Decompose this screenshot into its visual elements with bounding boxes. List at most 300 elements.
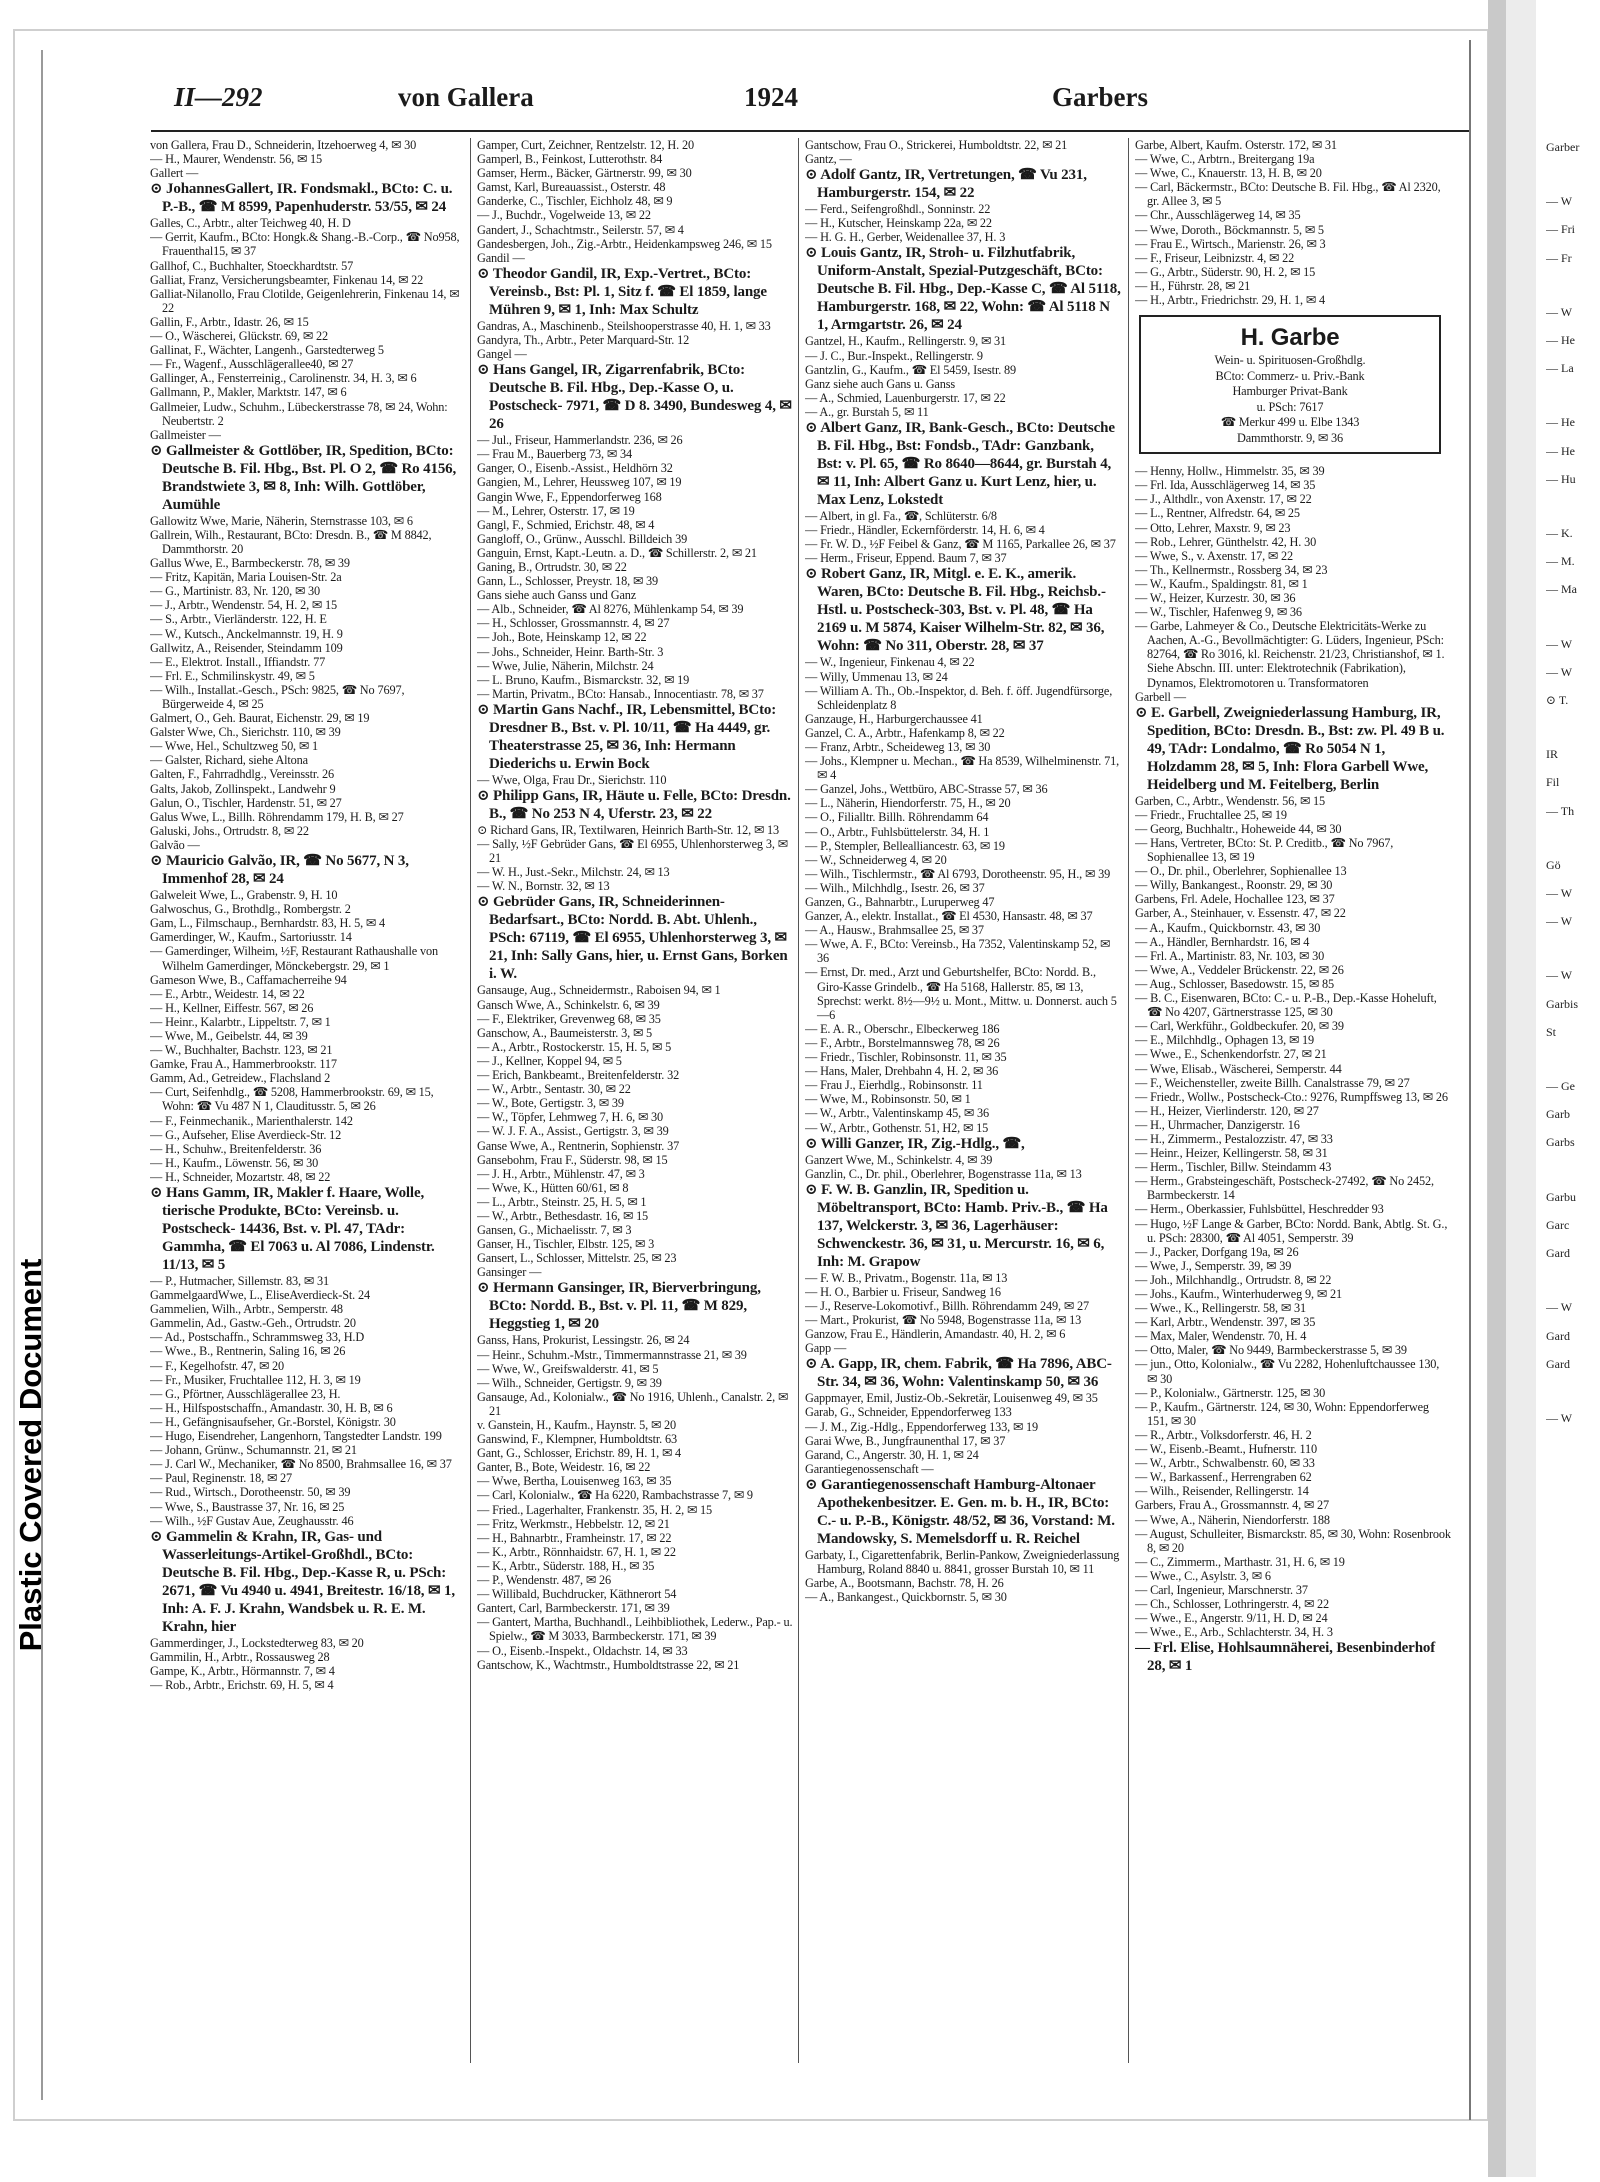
edge-fragment: St xyxy=(1546,1024,1557,1039)
directory-entry: — H., Arbtr., Friedrichstr. 29, H. 1, ✉ 4 xyxy=(1135,293,1325,308)
directory-entry: Gansch Wwe, A., Schinkelstr. 6, ✉ 39 xyxy=(477,997,660,1012)
directory-entry: — Frl. A., Martinistr. 83, Nr. 103, ✉ 30 xyxy=(1135,948,1325,963)
directory-entry: — W., Buchhalter, Bachstr. 123, ✉ 21 xyxy=(150,1043,333,1058)
directory-entry: — J. Carl W., Mechaniker, ☎ No 8500, Brahmsallee 16, ✉ 37 xyxy=(150,1457,452,1472)
advertisement-box xyxy=(1139,315,1441,454)
edge-fragment: — Th xyxy=(1546,803,1575,818)
directory-entry: Gansert, L., Schlosser, Mittelstr. 25, ✉ 23 xyxy=(477,1251,677,1266)
directory-entry: Gamper, Curt, Zeichner, Rentzelstr. 12, H. 20 xyxy=(477,138,694,152)
directory-entry: — F., Arbtr., Borstelmannsweg 78, ✉ 26 xyxy=(805,1035,1000,1050)
directory-entry: — H., Führstr. 28, ✉ 21 xyxy=(1135,278,1251,293)
directory-entry: Ganse Wwe, A., Rentnerin, Sophienstr. 37 xyxy=(477,1138,680,1153)
directory-entry: — Wwe, A. F., BCto: Vereinsb., Ha 7352, Valentinskamp 52, ✉ 36 xyxy=(805,937,1111,966)
directory-entry: — F., Kegelhofstr. 47, ✉ 20 xyxy=(150,1358,285,1373)
directory-entry: — Otto, Maler, ☎ No 9449, Barmbeckerstrasse 5, ✉ 39 xyxy=(1135,1343,1407,1358)
directory-entry: Galus Wwe, L., Billh. Röhrendamm 179, H. B, ✉ 27 xyxy=(150,809,404,824)
directory-entry: Gallmann, P., Makler, Marktstr. 147, ✉ 6 xyxy=(150,385,347,400)
directory-entry: — E., Arbtr., Weidestr. 14, ✉ 22 xyxy=(150,986,305,1001)
directory-entry: — J., Reserve-Lokomotivf., Billh. Röhrendamm 249, ✉ 27 xyxy=(805,1298,1089,1313)
directory-entry: Ganzert Wwe, M., Schinkelstr. 4, ✉ 39 xyxy=(805,1152,993,1167)
directory-entry: Gantzlin, G., Kaufm., ☎ El 5459, Isestr. 89 xyxy=(805,362,1017,377)
directory-entry: — B. C., Eisenwaren, BCto: C.- u. P.-B., Dep.-Kasse Hoheluft, ☎ No 4207, Gärtnerstrasse 125, ✉ 30 xyxy=(1135,991,1437,1020)
directory-entry: — Galster, Richard, siehe Altona xyxy=(150,753,308,768)
directory-entry: Garben, C., Arbtr., Wendenstr. 56, ✉ 15 xyxy=(1135,793,1326,808)
directory-entry: — W. J. F. A., Assist., Gertigstr. 3, ✉ 39 xyxy=(477,1124,669,1139)
directory-entry: — J., Kellner, Koppel 94, ✉ 5 xyxy=(477,1053,622,1068)
directory-entry: Gammerdinger, J., Lockstedterweg 83, ✉ 20 xyxy=(150,1635,364,1650)
directory-entry: — Mart., Prokurist, ☎ No 5948, Bogenstrasse 11a, ✉ 13 xyxy=(805,1313,1082,1328)
directory-entry: — A., Kaufm., Quickbornstr. 43, ✉ 30 xyxy=(1135,920,1321,935)
edge-fragment: Gard xyxy=(1546,1328,1570,1343)
directory-entry: Gamke, Frau A., Hammerbrookstr. 117 xyxy=(150,1057,337,1072)
edge-fragment: Gard xyxy=(1546,1246,1570,1261)
edge-fragment: Garc xyxy=(1546,1217,1570,1232)
directory-entry: — Fritz, Werkmstr., Hebbelstr. 12, ✉ 21 xyxy=(477,1516,670,1531)
directory-entry: — A., Bankangest., Quickbornstr. 5, ✉ 30 xyxy=(805,1590,1007,1605)
directory-entry: — Ferd., Seifengroßhdl., Sonninstr. 22 xyxy=(805,202,991,217)
directory-entry-highlighted: ⊙ Adolf Gantz, IR, Vertretungen, ☎ Vu 231, Hamburgerstr. 154, ✉ 22 xyxy=(805,167,1087,202)
directory-entry: — J. H., Arbtr., Mühlenstr. 47, ✉ 3 xyxy=(477,1166,645,1181)
directory-entry: Gallin, F., Arbtr., Idastr. 26, ✉ 15 xyxy=(150,314,309,329)
column-4 xyxy=(1135,138,1451,2063)
directory-entry: — H., Schuhw., Breitenfelderstr. 36 xyxy=(150,1141,322,1156)
next-page-edge xyxy=(1546,140,1600,1890)
directory-entry: Gandyra, Th., Arbtr., Peter Marquard-Str. 12 xyxy=(477,332,690,347)
directory-entry-highlighted: ⊙ Theodor Gandil, IR, Exp.-Vertret., BCto: Vereinsb., Bst: Pl. 1, Sitz f. ☎ El 1859, lange Mühren 9, ✉ 1, Inh: Max Schultz xyxy=(477,265,767,318)
directory-entry: — Herm., Friseur, Eppend. Baum 7, ✉ 37 xyxy=(805,551,1007,566)
directory-entry: — O., Filialltr. Billh. Röhrendamm 64 xyxy=(805,810,989,825)
directory-entry: — Wilh., Schneider, Gertigstr. 9, ✉ 39 xyxy=(477,1375,662,1390)
directory-entry: — Wilh., Milchhdlg., Isestr. 26, ✉ 37 xyxy=(805,880,985,895)
directory-entry: Gallhof, C., Buchhalter, Stoeckhardtstr. 57 xyxy=(150,258,354,273)
directory-entry: — F. W. B., Privatm., Bogenstr. 11a, ✉ 13 xyxy=(805,1270,1008,1285)
directory-entry: Gallrein, Wilh., Restaurant, BCto: Dresdn. B., ☎ M 8842, Dammthorstr. 20 xyxy=(150,527,432,556)
edge-fragment: — La xyxy=(1546,361,1574,376)
edge-fragment: Gard xyxy=(1546,1356,1570,1371)
directory-entry-highlighted: ⊙ Gallmeister & Gottlöber, IR, Spedition, BCto: Deutsche B. Fil. Hbg., Bst. Pl. O 2, ☎ Ro 4156, Brandstwiete 3, ✉ 8, Inh: Wilh. Gottlöber, Aumühle xyxy=(150,442,457,513)
right-keyword: Garbers xyxy=(1052,82,1148,112)
directory-entry: — Friedr., Wollw., Postscheck-Cto.: 9276, Rumpffsweg 13, ✉ 26 xyxy=(1135,1089,1448,1104)
edge-fragment: — He xyxy=(1546,443,1575,458)
directory-entry: Ganswind, F., Klempner, Humboldtstr. 63 xyxy=(477,1432,678,1447)
advertisement-line: Dammthorstr. 9, ✉ 36 xyxy=(1236,430,1343,445)
directory-entry: — Curt, Seifenhdlg., ☎ 5208, Hammerbrookstr. 69, ✉ 15, Wohn: ☎ Vu 487 N 1, Clauditusstr. 5, ✉ 26 xyxy=(150,1085,434,1114)
directory-entry: — Frl. Ida, Ausschlägerweg 14, ✉ 35 xyxy=(1135,478,1316,493)
directory-entry: — Joh., Milchhandlg., Ortrudstr. 8, ✉ 22 xyxy=(1135,1272,1332,1287)
directory-entry: — Ad., Postschaffn., Schrammsweg 33, H.D xyxy=(150,1330,365,1345)
edge-fragment: — Ma xyxy=(1546,582,1577,597)
directory-entry: Ganz siehe auch Gans u. Ganss xyxy=(805,376,955,391)
directory-entry: — Garbe, Lahmeyer & Co., Deutsche Elektricitäts-Werke zu Aachen, A.-G., Bevollmächtigter: G. Lüders, Ingenieur, PSch: 82764, ☎ Ro 3016, kl. Reichenstr. 21/23, Christianshof, ✉ 1. Siehe Abschn. III. unter: Elektrotechnik (Fabrikation), Dynamos, Elektromotoren u. Transformatoren xyxy=(1135,619,1445,690)
column-1 xyxy=(150,138,466,2063)
directory-entry: Gapp — xyxy=(805,1341,847,1356)
directory-entry-highlighted: ⊙ Albert Ganz, IR, Bank-Gesch., BCto: Deutsche B. Fil. Hbg., Bst: Fondsb., TAdr: Ganzbank, Bst: v. Pl. 65, ☎ Ro 8640—8644, gr. Burstah 4, ✉ 11, Inh: Albert Ganz u. Kurt Lenz, hier, u. Max Lenz, Lokstedt xyxy=(805,420,1115,509)
directory-entry: — Georg, Buchhaltr., Hoheweide 44, ✉ 30 xyxy=(1135,821,1342,836)
directory-entry: — S., Arbtr., Vierländerstr. 122, H. E xyxy=(150,612,327,627)
edge-fragment: — Ge xyxy=(1546,1079,1575,1094)
advertisement-line: Hamburger Privat-Bank xyxy=(1232,384,1348,399)
directory-entry: — A., Arbtr., Rostockerstr. 15, H. 5, ✉ 5 xyxy=(477,1039,672,1054)
directory-entry: — Wwe, C., Knauerstr. 13, H. B, ✉ 20 xyxy=(1135,166,1322,181)
directory-entry: — Friedr., Händler, Eckernförderstr. 14, H. 6, ✉ 4 xyxy=(805,523,1045,538)
edge-fragment: Garbu xyxy=(1546,1189,1576,1204)
directory-entry: Gampe, K., Arbtr., Hörmannstr. 7, ✉ 4 xyxy=(150,1663,335,1678)
edge-fragment: — Fr xyxy=(1546,250,1572,265)
directory-entry: — W., Arbtr., Gothenstr. 51, H2, ✉ 15 xyxy=(805,1120,989,1135)
edge-fragment: — Hu xyxy=(1546,471,1576,486)
edge-fragment: — W xyxy=(1546,968,1573,983)
advertisement-line: u. PSch: 7617 xyxy=(1256,399,1324,414)
edge-fragment: Garbs xyxy=(1546,1135,1575,1150)
directory-entry: — Alb., Schneider, ☎ Al 8276, Mühlenkamp 54, ✉ 39 xyxy=(477,602,744,617)
edge-fragment: Garb xyxy=(1546,1107,1570,1122)
directory-entry: — Hugo, Eisendreher, Langenhorn, Tangstedter Landstr. 199 xyxy=(150,1429,442,1444)
directory-entry: — Karl, Arbtr., Wendenstr. 397, ✉ 35 xyxy=(1135,1315,1316,1330)
directory-entry: — Wilh., ½F Gustav Aue, Zeughausstr. 46 xyxy=(150,1513,354,1528)
directory-entry: — H., Hilfspostschaffn., Amandastr. 30, H. B, ✉ 6 xyxy=(150,1400,393,1415)
column-divider xyxy=(798,138,799,2063)
directory-entry: — Fritz, Kapitän, Maria Louisen-Str. 2a xyxy=(150,570,342,585)
directory-entry: Gallwitz, A., Reisender, Steindamm 109 xyxy=(150,640,343,655)
directory-entry: — Fr., Wagenf., Ausschlägerallee40, ✉ 27 xyxy=(150,357,354,372)
edge-fragment: — W xyxy=(1546,886,1573,901)
directory-entry: — P., Hutmacher, Sillemstr. 83, ✉ 31 xyxy=(150,1274,329,1288)
directory-entry: Ganger, O., Eisenb.-Assist., Heldhörn 32 xyxy=(477,461,673,476)
directory-entry: — P., Stempler, Bellealliancestr. 63, ✉ 19 xyxy=(805,838,1005,853)
directory-entry: — Carl, Werkführ., Goldbeckufer. 20, ✉ 39 xyxy=(1135,1019,1344,1034)
directory-entry: Galun, O., Tischler, Hardenstr. 51, ✉ 27 xyxy=(150,795,342,810)
directory-entry: Ganzer, A., elektr. Installat., ☎ El 4530, Hansastr. 48, ✉ 37 xyxy=(805,909,1093,924)
directory-entry: Garantiegenossenschaft — xyxy=(805,1461,934,1476)
directory-entry-highlighted: ⊙ Gammelin & Krahn, IR, Gas- und Wasserleitungs-Artikel-Großhdl., BCto: Deutsche B. Fil. Hbg., Dep.-Kasse R, u. PSch: 2671, ☎ Vu 4940 u. 4941, Breitestr. 16/18, ✉ 1, Inh: A. F. J. Krahn, Wandsbek u. R. E. M. Krahn, hier xyxy=(150,1528,455,1635)
edge-fragment: Garber xyxy=(1546,140,1580,154)
directory-entry: Galvão — xyxy=(150,837,200,852)
directory-entry: — C., Zimmerm., Marthastr. 31, H. 6, ✉ 19 xyxy=(1135,1554,1345,1569)
directory-entry-highlighted: ⊙ A. Gapp, IR, chem. Fabrik, ☎ Ha 7896, ABC-Str. 34, ✉ 36, Wohn: Valentinskamp 50, ✉ 36 xyxy=(805,1356,1112,1391)
directory-entry: — W. H., Just.-Sekr., Milchstr. 24, ✉ 13 xyxy=(477,865,670,880)
directory-entry: — W., Bote, Gertigstr. 3, ✉ 39 xyxy=(477,1096,624,1111)
directory-entry: — L., Rentner, Alfredstr. 64, ✉ 25 xyxy=(1135,506,1300,521)
edge-fragment: Gö xyxy=(1546,857,1561,872)
directory-entry: Gallowitz Wwe, Marie, Näherin, Sternstrasse 103, ✉ 6 xyxy=(150,513,413,528)
directory-entry: — Heinr., Heizer, Kellingerstr. 58, ✉ 31 xyxy=(1135,1146,1328,1161)
column-2 xyxy=(477,138,793,2063)
directory-entry: — O., Arbtr., Fuhlsbüttelerstr. 34, H. 1 xyxy=(805,824,990,839)
directory-entry: Galster Wwe, Ch., Sierichstr. 110, ✉ 39 xyxy=(150,725,341,740)
directory-entry: — J., Packer, Dorfgang 19a, ✉ 26 xyxy=(1135,1244,1299,1259)
directory-entry: Gans siehe auch Ganss und Ganz xyxy=(477,588,637,603)
directory-entry: Galuski, Johs., Ortrudstr. 8, ✉ 22 xyxy=(150,823,309,838)
directory-entry-highlighted: — Frl. Elise, Hohlsaumnäherei, Besenbinderhof 28, ✉ 1 xyxy=(1135,1640,1436,1675)
edge-fragment: — M. xyxy=(1546,554,1575,569)
directory-entry: — G., Aufseher, Elise Averdieck-Str. 12 xyxy=(150,1127,342,1142)
directory-entry: Gandesbergen, Joh., Zig.-Arbtr., Heidenkampsweg 246, ✉ 15 xyxy=(477,236,772,251)
directory-entry: — Ernst, Dr. med., Arzt und Geburtshelfer, BCto: Nordd. B., Giro-Kasse Grindelb., ☎ Ha 5168, Hallerstr. 85, ✉ 13, Sprechst: werkt. 8½—9½ u. Mont., Mittw. u. Donnerst. auch 5—6 xyxy=(805,965,1117,1022)
directory-entry: — H., Zimmerm., Pestalozzistr. 47, ✉ 33 xyxy=(1135,1131,1333,1146)
directory-entry: — Wwe, C., Arbtrn., Breitergang 19a xyxy=(1135,152,1315,167)
directory-entry: — Wwe., K., Rellingerstr. 58, ✉ 31 xyxy=(1135,1301,1306,1316)
directory-entry: — Aug., Schlosser, Basedowstr. 15, ✉ 85 xyxy=(1135,976,1334,991)
directory-entry: Gammelin, Ad., Gastw.-Geh., Ortrudstr. 20 xyxy=(150,1316,356,1331)
edge-fragment: Fil xyxy=(1546,775,1560,790)
directory-entry: — L., Arbtr., Steinstr. 25, H. 5, ✉ 1 xyxy=(477,1194,647,1209)
directory-entry: Ganter, B., Bote, Weidestr. 16, ✉ 22 xyxy=(477,1460,651,1475)
directory-entry: Gangloff, O., Grünw., Ausschl. Billdeich 39 xyxy=(477,531,688,546)
directory-entry: Gangien, M., Lehrer, Heussweg 107, ✉ 19 xyxy=(477,475,682,490)
directory-entry: Garbell — xyxy=(1135,689,1186,704)
directory-entry: — H., Bahnarbtr., Framheinstr. 17, ✉ 22 xyxy=(477,1530,672,1545)
directory-entry: — Wwe, Bertha, Louisenweg 163, ✉ 35 xyxy=(477,1474,672,1489)
directory-entry: — Herm., Grabsteingeschäft, Postscheck-27492, ☎ No 2452, Barmbeckerstr. 14 xyxy=(1135,1174,1434,1203)
directory-entry: — H., Kaufm., Löwenstr. 56, ✉ 30 xyxy=(150,1155,319,1170)
directory-entry: — Willy, Ummenau 13, ✉ 24 xyxy=(805,669,948,684)
directory-entry: Ganzel, C. A., Arbtr., Hafenkamp 8, ✉ 22 xyxy=(805,725,1005,740)
advertisement-line: Wein- u. Spirituosen-Großhdlg. xyxy=(1214,353,1366,368)
directory-entry: — Jul., Friseur, Hammerlandstr. 236, ✉ 26 xyxy=(477,433,683,448)
directory-entry: Gallmeister — xyxy=(150,427,221,442)
page-gutter xyxy=(1506,0,1536,2177)
directory-entry: — Ch., Schlosser, Lothringerstr. 4, ✉ 22 xyxy=(1135,1597,1330,1612)
directory-entry: — F., Weichensteller, zweite Billh. Canalstrasse 79, ✉ 27 xyxy=(1135,1075,1410,1090)
side-label xyxy=(4,1145,58,1765)
page-binding-shadow xyxy=(1488,0,1506,2177)
directory-entry: — Heinr., Schuhm.-Mstr., Timmermannstrasse 21, ✉ 39 xyxy=(477,1347,747,1362)
directory-entry: Gammelien, Wilh., Arbtr., Semperstr. 48 xyxy=(150,1302,343,1317)
edge-fragment: — K. xyxy=(1546,526,1573,541)
directory-entry: — Wilh., Reisender, Rellingerstr. 14 xyxy=(1135,1484,1309,1499)
directory-entry: — O., Dr. phil., Oberlehrer, Sophienallee 13 xyxy=(1135,864,1347,879)
directory-entry: — Wwe, K., Hütten 60/61, ✉ 8 xyxy=(477,1180,629,1195)
directory-entry: — Herm., Oberkassier, Fuhlsbüttel, Heschredder 93 xyxy=(1135,1202,1384,1217)
directory-entry: — Herm., Tischler, Billw. Steindamm 43 xyxy=(1135,1160,1332,1175)
directory-entry: — G., Pförtner, Ausschlägerallee 23, H. xyxy=(150,1386,341,1401)
directory-entry-highlighted: ⊙ Garantiegenossenschaft Hamburg-Altonaer Apothekenbesitzer. E. Gen. m. b. H., IR, BCto: C.- u. P.-B., Königstr. 48/52, ✉ 36, Vorstand: M. Mandowsky, S. Memelsdorff u. R. Reichel xyxy=(805,1476,1115,1547)
directory-entry: — L., Näherin, Hiendorferstr. 75, H., ✉ 20 xyxy=(805,796,1011,811)
directory-entry: — Albert, in gl. Fa., ☎, Schlüterstr. 6/8 xyxy=(805,509,997,524)
directory-entry: — Willibald, Buchdrucker, Käthnerort 54 xyxy=(477,1587,677,1602)
directory-entry: — H., Kutscher, Heinskamp 22a, ✉ 22 xyxy=(805,216,992,231)
directory-entry: — Fried., Lagerhalter, Frankenstr. 35, H. 2, ✉ 15 xyxy=(477,1502,713,1517)
edge-fragment: — W xyxy=(1546,1300,1573,1315)
directory-entry: von Gallera, Frau D., Schneiderin, Itzehoerweg 4, ✉ 30 xyxy=(150,138,417,152)
directory-entry: Gallinat, F., Wächter, Langenh., Garstedterweg 5 xyxy=(150,343,384,358)
directory-entry: Ganser, H., Tischler, Elbstr. 125, ✉ 3 xyxy=(477,1237,655,1252)
directory-entry: — Heinr., Kalarbtr., Lippeltstr. 7, ✉ 1 xyxy=(150,1014,331,1029)
directory-entry-highlighted: ⊙ Hans Gamm, IR, Makler f. Haare, Wolle, tierische Produkte, BCto: Vereinsb. u. Postscheck- 14436, Bst. v. Pl. 47, TAdr: Gammha, ☎ El 7063 u. Al 7086, Lindenstr. 11/13, ✉ 5 xyxy=(150,1185,435,1273)
directory-entry: — G., Arbtr., Süderstr. 90, H. 2, ✉ 15 xyxy=(1135,264,1316,279)
directory-entry: — W., Schneiderweg 4, ✉ 20 xyxy=(805,852,947,867)
directory-entry: — H. G. H., Gerber, Weidenallee 37, H. 3 xyxy=(805,230,1006,245)
column-divider xyxy=(1128,138,1129,2063)
edge-fragment: — W xyxy=(1546,636,1573,651)
directory-entry: Galles, C., Arbtr., alter Teichweg 40, H. D xyxy=(150,216,351,231)
edge-fragment: — He xyxy=(1546,333,1575,348)
directory-entry: — Wwe, Elisab., Wäscherei, Semperstr. 44 xyxy=(1135,1061,1342,1076)
advertisement-line: ☎ Merkur 499 u. Elbe 1343 xyxy=(1220,415,1360,430)
directory-entry: Gangel — xyxy=(477,347,527,362)
advertisement-title: H. Garbe xyxy=(1240,324,1340,352)
directory-entry: Gappmayer, Emil, Justiz-Ob.-Sekretär, Louisenweg 49, ✉ 35 xyxy=(805,1391,1098,1406)
directory-entry: Gam, L., Filmschaup., Bernhardstr. 83, H. 5, ✉ 4 xyxy=(150,916,386,931)
directory-entry: — J. C., Bur.-Inspekt., Rellingerstr. 9 xyxy=(805,348,983,363)
header-rule xyxy=(151,130,1469,132)
directory-entry: — H., Kellner, Eiffestr. 567, ✉ 26 xyxy=(150,1000,314,1015)
directory-entry: Ganzlin, C., Dr. phil., Oberlehrer, Bogenstrasse 11a, ✉ 13 xyxy=(805,1166,1082,1181)
directory-entry: — Wwe, S., v. Axenstr. 17, ✉ 22 xyxy=(1135,548,1293,563)
directory-entry: — W., Kaufm., Spaldingstr. 81, ✉ 1 xyxy=(1135,576,1308,591)
directory-entry: Gandert, J., Schachtmstr., Seilerstr. 57, ✉ 4 xyxy=(477,222,684,237)
directory-entry: — jun., Otto, Kolonialw., ☎ Vu 2282, Hohenluftchaussee 130, ✉ 30 xyxy=(1135,1357,1440,1386)
directory-entry: Garbe, A., Bootsmann, Bachstr. 78, H. 26 xyxy=(805,1576,1004,1591)
directory-entry: Gantschow, K., Wachtmstr., Humboldtstrasse 22, ✉ 21 xyxy=(477,1657,740,1672)
directory-entry: Gansauge, Aug., Schneidermstr., Raboisen 94, ✉ 1 xyxy=(477,983,721,998)
directory-entry: Garbe, Albert, Kaufm. Osterstr. 172, ✉ 31 xyxy=(1135,138,1337,152)
directory-entry: — O., Wäscherei, Glückstr. 69, ✉ 22 xyxy=(150,329,328,344)
page-header xyxy=(136,82,1469,132)
directory-entry: — Rud., Wirtsch., Dorotheenstr. 50, ✉ 39 xyxy=(150,1485,351,1500)
edge-fragment: — W xyxy=(1546,664,1573,679)
directory-entry-highlighted: ⊙ Mauricio Galvão, IR, ☎ No 5677, N 3, Immenhof 28, ✉ 24 xyxy=(150,853,409,888)
edge-fragment: — He xyxy=(1546,415,1575,430)
directory-entry: — Henny, Hollw., Himmelstr. 35, ✉ 39 xyxy=(1135,464,1325,479)
directory-entry: — Otto, Lehrer, Maxstr. 9, ✉ 23 xyxy=(1135,520,1291,535)
directory-entry: — W., Kutsch., Anckelmannstr. 19, H. 9 xyxy=(150,626,343,641)
directory-entry: Galmert, O., Geh. Baurat, Eichenstr. 29, ✉ 19 xyxy=(150,711,370,726)
directory-entry-highlighted: ⊙ Hans Gangel, IR, Zigarrenfabrik, BCto: Deutsche B. Fil. Hbg., Dep.-Kasse O, u. Postscheck- 7971, ☎ D 8. 3490, Bundesweg 4, ✉ 26 xyxy=(477,362,792,433)
directory-entry: — Ganzel, Johs., Wettbüro, ABC-Strasse 57, ✉ 36 xyxy=(805,782,1048,797)
edge-fragment: IR xyxy=(1546,747,1558,762)
directory-entry: — Carl, Ingenieur, Marschnerstr. 37 xyxy=(1135,1582,1308,1597)
directory-entry: — Erich, Bankbeamt., Breitenfelderstr. 32 xyxy=(477,1068,680,1083)
directory-entry: — Wwe., E., Schenkendorfstr. 27, ✉ 21 xyxy=(1135,1047,1327,1062)
directory-entry: Gamser, Herm., Bäcker, Gärtnerstr. 99, ✉ 30 xyxy=(477,166,692,181)
directory-entry: — J. M., Zig.-Hdlg., Eppendorferweg 133, ✉ 19 xyxy=(805,1419,1039,1434)
directory-entry: — E., Milchhdlg., Ophagen 13, ✉ 19 xyxy=(1135,1033,1315,1048)
directory-entry: — Frl. E., Schmilinskystr. 49, ✉ 5 xyxy=(150,668,315,683)
directory-entry: Gallmeier, Ludw., Schuhm., Lübeckerstrasse 78, ✉ 24, Wohn: Neubertstr. 2 xyxy=(150,399,448,428)
directory-entry: — M., Lehrer, Osterstr. 17, ✉ 19 xyxy=(477,503,635,518)
directory-entry: — W. N., Bornstr. 32, ✉ 13 xyxy=(477,879,610,894)
directory-entry: Gansen, G., Michaelisstr. 7, ✉ 3 xyxy=(477,1223,632,1238)
directory-page xyxy=(136,52,1469,2092)
directory-entry: Garber, A., Steinhauer, v. Essenstr. 47, ✉ 22 xyxy=(1135,906,1346,921)
directory-entry: — H. O., Barbier u. Friseur, Sandweg 16 xyxy=(805,1284,1001,1299)
directory-entry: Ganzauge, H., Harburgerchaussee 41 xyxy=(805,711,983,726)
directory-entry: — A., gr. Burstah 5, ✉ 11 xyxy=(805,404,929,419)
directory-entry: Gamm, Ad., Getreidew., Flachsland 2 xyxy=(150,1071,331,1086)
directory-entry: — G., Martinistr. 83, Nr. 120, ✉ 30 xyxy=(150,584,321,599)
directory-entry: Garai Wwe, B., Jungfraunenthal 17, ✉ 37 xyxy=(805,1433,1006,1448)
directory-entry: — Sally, ½F Gebrüder Gans, ☎ El 6955, Uhlenhorsterweg 3, ✉ 21 xyxy=(477,837,788,866)
directory-entry: — Max, Maler, Wendenstr. 70, H. 4 xyxy=(1135,1329,1307,1344)
directory-entry: — Wwe, Hel., Schultzweg 50, ✉ 1 xyxy=(150,739,318,754)
directory-entry: Galliat-Nilanollo, Frau Clotilde, Geigenlehrerin, Finkenau 14, ✉ 22 xyxy=(150,286,460,315)
directory-entry: — W., Arbtr., Sentastr. 30, ✉ 22 xyxy=(477,1082,631,1097)
directory-entry: — J., Buchdr., Vogelweide 13, ✉ 22 xyxy=(477,208,651,223)
directory-entry: — J., Arbtr., Wendenstr. 54, H. 2, ✉ 15 xyxy=(150,598,338,613)
advertisement-line: BCto: Commerz- u. Priv.-Bank xyxy=(1215,368,1365,383)
directory-entry: — H., Uhrmacher, Danzigerstr. 16 xyxy=(1135,1117,1300,1132)
directory-entry: Gamperl, B., Feinkost, Lutterothstr. 84 xyxy=(477,152,663,167)
directory-entry: — Johs., Schneider, Heinr. Barth-Str. 3 xyxy=(477,644,664,659)
directory-entry: — Rob., Arbtr., Erichstr. 69, H. 5, ✉ 4 xyxy=(150,1677,334,1692)
directory-entry: Garbens, Frl. Adele, Hochallee 123, ✉ 37 xyxy=(1135,892,1335,907)
directory-entry: — Wwe, M., Geibelstr. 44, ✉ 39 xyxy=(150,1028,308,1043)
directory-entry: Garab, G., Schneider, Eppendorferweg 133 xyxy=(805,1405,1012,1420)
directory-entry: — Th., Kellnermstr., Rossberg 34, ✉ 23 xyxy=(1135,562,1328,577)
year: 1924 xyxy=(744,82,798,112)
directory-entry-highlighted: ⊙ F. W. B. Ganzlin, IR, Spedition u. Möbeltransport, BCto: Hamb. Priv.-B., ☎ Ha 137, Welckerstr. 3, ✉ 36, Lagerhäuser: Schwenckestr. 36, ✉ 31, u. Mercurstr. 16, ✉ 6, Inh: M. Grapow xyxy=(805,1181,1108,1270)
directory-entry: Gann, L., Schlosser, Preystr. 18, ✉ 39 xyxy=(477,574,659,589)
directory-entry-highlighted: ⊙ E. Garbell, Zweigniederlassung Hamburg, IR, Spedition, BCto: Dresdn. B., Bst: zw. Pl. 49 B u. 49, TAdr: Londalmo, ☎ Ro 5054 N 1, Holzdamm 28, ✉ 5, Inh: Flora Garbell Wwe, Heidelberg und M. Feitelberg, Berlin xyxy=(1135,704,1445,793)
directory-entry: — Joh., Bote, Heinskamp 12, ✉ 22 xyxy=(477,630,647,645)
directory-entry: Gantzel, H., Kaufm., Rellingerstr. 9, ✉ 31 xyxy=(805,334,1007,349)
directory-entry-highlighted: ⊙ Louis Gantz, IR, Stroh- u. Filzhutfabrik, Uniform-Anstalt, Spezial-Putzgeschäft, BCto: Deutsche B. Fil. Hbg., Dep.-Kasse C, ☎ Al 5118, Hamburgerstr. 168, ✉ 22, Wohn: ☎ Al 5118 N 1, Armgartstr. 26, ✉ 24 xyxy=(805,245,1121,334)
directory-entry: — August, Schulleiter, Bismarckstr. 85, ✉ 30, Wohn: Rosenbrook 8, ✉ 20 xyxy=(1135,1526,1451,1555)
directory-entry: — L. Bruno, Kaufm., Bismarckstr. 32, ✉ 19 xyxy=(477,672,690,687)
directory-entry: — Wwe, Doroth., Böckmannstr. 5, ✉ 5 xyxy=(1135,222,1324,237)
directory-entry: — K., Arbtr., Süderstr. 188, H., ✉ 35 xyxy=(477,1558,655,1573)
directory-entry: — Wwe, J., Semperstr. 39, ✉ 39 xyxy=(1135,1258,1292,1273)
directory-entry: — Hans, Maler, Drehbahn 4, H. 2, ✉ 36 xyxy=(805,1064,999,1079)
directory-entry: — F., Elektriker, Grevenweg 68, ✉ 35 xyxy=(477,1011,661,1026)
directory-entry: — Gerrit, Kaufm., BCto: Hongk.& Shang.-B.-Corp., ☎ No958, Frauenthal15, ✉ 37 xyxy=(150,230,460,259)
directory-entry: Gantert, Carl, Barmbeckerstr. 171, ✉ 39 xyxy=(477,1601,670,1616)
directory-entry: Gant, G., Schlosser, Erichstr. 89, H. 1, ✉ 4 xyxy=(477,1446,682,1461)
directory-entry-highlighted: ⊙ Gebrüder Gans, IR, Schneiderinnen-Bedarfsart., BCto: Nordd. B. Abt. Uhlenh., PSch: 67119, ☎ El 6955, Uhlenhorsterweg 3, ✉ 21, Inh: Sally Gans, hier, u. Ernst Gans, Borken i. W. xyxy=(477,894,788,983)
directory-entry: Ganschow, A., Baumeisterstr. 3, ✉ 5 xyxy=(477,1025,653,1040)
directory-entry: Gansinger — xyxy=(477,1265,542,1280)
directory-entry: — Wwe., C., Asylstr. 3, ✉ 6 xyxy=(1135,1568,1271,1583)
directory-entry: Gandras, A., Maschinenb., Steilshooperstrasse 40, H. 1, ✉ 33 xyxy=(477,318,771,333)
directory-entry: Gameson Wwe, B., Caffamacherreihe 94 xyxy=(150,972,347,987)
directory-entry: — A., Hausw., Brahmsallee 25, ✉ 37 xyxy=(805,923,984,938)
directory-entry: Garbaty, I., Cigarettenfabrik, Berlin-Pankow, Zweigniederlassung Hamburg, Roland 8840 u. 8841, grosser Burstah 10, ✉ 11 xyxy=(805,1547,1120,1576)
directory-entry: Gammilin, H., Arbtr., Rossausweg 28 xyxy=(150,1649,330,1664)
directory-entry: Galts, Jakob, Zollinspekt., Landwehr 9 xyxy=(150,781,336,796)
directory-entry: — W., Heizer, Kurzestr. 30, ✉ 36 xyxy=(1135,590,1296,605)
directory-entry: — A., Händler, Bernhardstr. 16, ✉ 4 xyxy=(1135,934,1310,949)
directory-entry: Gamerdinger, W., Kaufm., Sartoriusstr. 14 xyxy=(150,930,352,945)
directory-entry: — Hugo, ½F Lange & Garber, BCto: Nordd. Bank, Abtlg. St. G., u. PSch: 28300, ☎ Al 4051, Semperstr. 39 xyxy=(1135,1216,1448,1245)
directory-entry: — Wwe., E., Arb., Schlachterstr. 34, H. 3 xyxy=(1135,1625,1333,1640)
edge-fragment: ⊙ T. xyxy=(1546,693,1569,708)
directory-entry: Gantschow, Frau O., Strickerei, Humboldtstr. 22, ✉ 21 xyxy=(805,138,1068,152)
directory-entry: Gangin Wwe, F., Eppendorferweg 168 xyxy=(477,489,662,504)
directory-entry: Ganderke, C., Tischler, Eichholz 48, ✉ 9 xyxy=(477,194,673,209)
directory-entry: — W., Arbtr., Schwalbenstr. 60, ✉ 33 xyxy=(1135,1456,1315,1471)
directory-entry: v. Ganstein, H., Kaufm., Haynstr. 5, ✉ 20 xyxy=(477,1418,677,1432)
directory-entry: — Friedr., Tischler, Robinsonstr. 11, ✉ 35 xyxy=(805,1050,1007,1065)
directory-entry: — A., Schmied, Lauenburgerstr. 17, ✉ 22 xyxy=(805,390,1006,405)
directory-entry: — W., Töpfer, Lehmweg 7, H. 6, ✉ 30 xyxy=(477,1110,664,1125)
directory-entry: Gallus Wwe, E., Barmbeckerstr. 78, ✉ 39 xyxy=(150,556,350,571)
directory-entry: — W., Eisenb.-Beamt., Hufnerstr. 110 xyxy=(1135,1442,1317,1457)
directory-entry: — Carl, Bäckermstr., BCto: Deutsche B. Fil. Hbg., ☎ Al 2320, gr. Allee 3, ✉ 5 xyxy=(1135,180,1441,209)
directory-entry-highlighted: ⊙ Willi Ganzer, IR, Zig.-Hdlg., ☎, xyxy=(805,1135,1025,1152)
directory-entry: — Franz, Arbtr., Scheideweg 13, ✉ 30 xyxy=(805,739,991,754)
directory-entry: — Willy, Bankangest., Roonstr. 29, ✉ 30 xyxy=(1135,878,1333,893)
directory-entry: Galten, F., Fahrradhdlg., Vereinsstr. 26 xyxy=(150,767,335,782)
column-divider xyxy=(470,138,471,2063)
directory-entry: — Wwe, A., Näherin, Niendorferstr. 188 xyxy=(1135,1512,1330,1527)
directory-entry-highlighted: ⊙ Hermann Gansinger, IR, Bierverbringung, BCto: Nordd. B., Bst. v. Pl. 11, ☎ M 829, Heggstieg 1, ✉ 20 xyxy=(477,1280,761,1333)
directory-entry: Ganing, B., Ortrudstr. 30, ✉ 22 xyxy=(477,559,627,574)
directory-entry: Garand, C., Angerstr. 30, H. 1, ✉ 24 xyxy=(805,1447,979,1462)
left-keyword: von Gallera xyxy=(398,82,534,112)
directory-entry-highlighted: ⊙ Robert Ganz, IR, Mitgl. e. E. K., amerik. Waren, BCto: Deutsche B. Fil. Hbg., Reichsb.-Hstl. u. Postscheck-303, Bst. v. Pl. 48, ☎ Ha 2169 u. M 5874, Kaiser Wilhelm-Str. 82, ✉ 36, Wohn: ☎ No 311, Oberstr. 28, ✉ 37 xyxy=(805,566,1106,655)
directory-entry: — Paul, Reginenstr. 18, ✉ 27 xyxy=(150,1471,293,1486)
